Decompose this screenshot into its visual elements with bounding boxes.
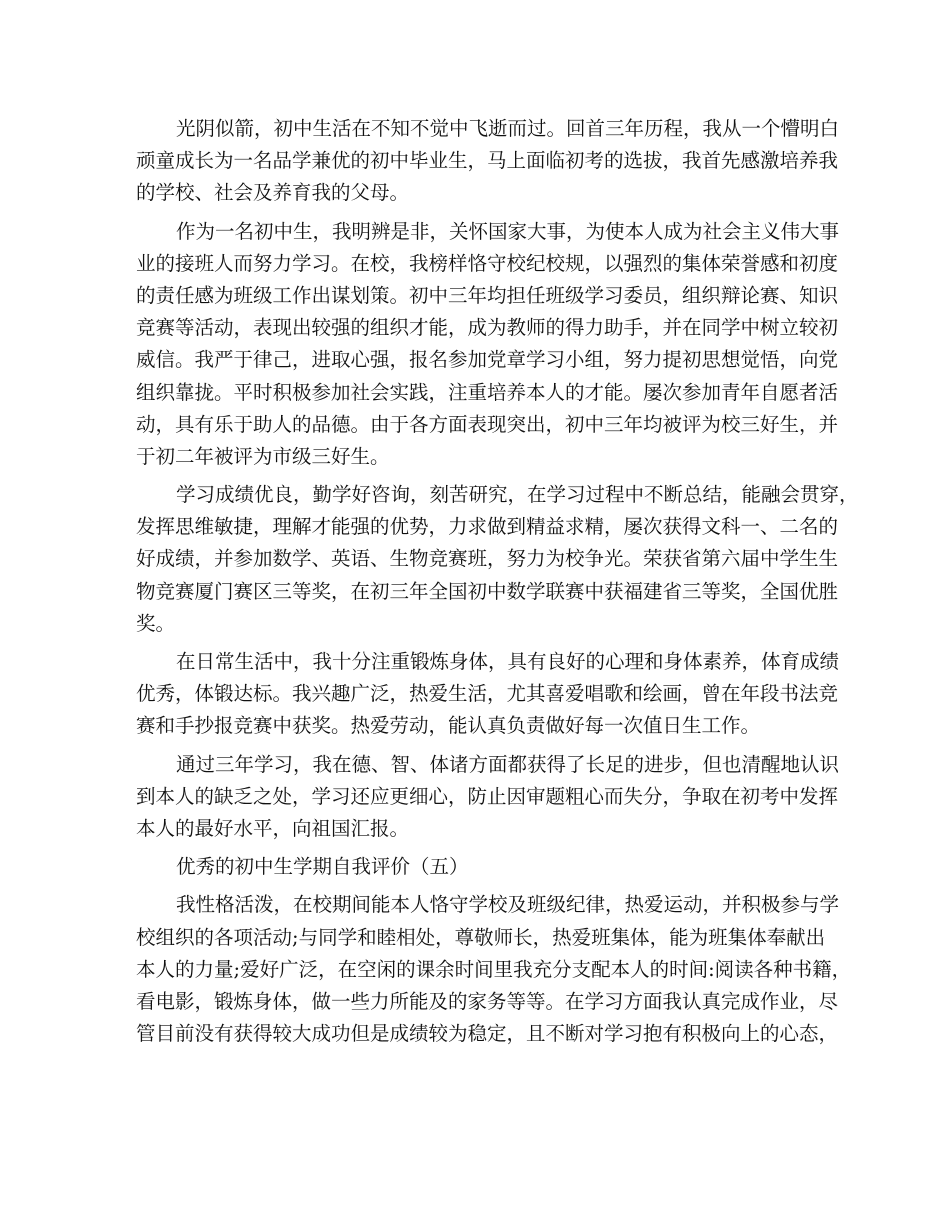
text-line: 赛和手抄报竞赛中获奖。热爱劳动，能认真负责做好每一次值日生工作。: [136, 714, 761, 738]
text-line: 到本人的缺乏之处，学习还应更细心，防止因审题粗心而失分，争取在初考中发挥: [136, 784, 839, 808]
text-line: 物竞赛厦门赛区三等奖，在初三年全国初中数学联赛中获福建省三等奖，全国优胜: [136, 579, 839, 603]
paragraph-first-line: 我性格活泼，在校期间能本人恪守学校及班级纪律，热爱运动，并积极参与学: [176, 893, 840, 917]
text-line: 本人的最好水平，向祖国汇报。: [136, 816, 410, 840]
text-line: 管目前没有获得较大成功但是成绩较为稳定，且不断对学习抱有积极向上的心态，: [136, 1022, 839, 1046]
text-line: 发挥思维敏捷，理解才能强的优势，力求做到精益求精，屡次获得文科一、二名的: [136, 515, 839, 539]
text-line: 本人的力量;爱好广泛，在空闲的课余时间里我充分支配本人的时间:阅读各种书籍，: [136, 957, 852, 981]
paragraph-first-line: 作为一名初中生，我明辨是非，关怀国家大事，为使本人成为社会主义伟大事: [176, 219, 840, 243]
text-line: 奖。: [136, 611, 176, 635]
paragraph-first-line: 优秀的初中生学期自我评价（五）: [176, 855, 469, 879]
text-line: 的学校、社会及养育我的父母。: [136, 181, 410, 205]
text-line: 的责任感为班级工作出谋划策。初中三年均担任班级学习委员，组织辩论赛、知识: [136, 283, 839, 307]
text-line: 威信。我严于律己，进取心强，报名参加党章学习小组，努力提初思想觉悟，向党: [136, 348, 839, 372]
text-line: 校组织的各项活动;与同学和睦相处，尊敬师长，热爱班集体，能为班集体奉献出: [136, 925, 826, 949]
text-line: 优秀，体锻达标。我兴趣广泛，热爱生活，尤其喜爱唱歌和绘画，曾在年段书法竞: [136, 682, 839, 706]
document-page: [136, 113, 859, 1050]
text-line: 于初二年被评为市级三好生。: [136, 444, 390, 468]
paragraph-first-line: 通过三年学习，我在德、智、体诸方面都获得了长足的进步，但也清醒地认识: [176, 752, 840, 776]
text-line: 动，具有乐于助人的品德。由于各方面表现突出，初中三年均被评为校三好生，并: [136, 412, 839, 436]
text-line: 看电影，锻炼身体，做一些力所能及的家务等等。在学习方面我认真完成作业，尽: [136, 989, 839, 1013]
text-line: 顽童成长为一名品学兼优的初中毕业生，马上面临初考的选拔，我首先感激培养我: [136, 149, 839, 173]
text-line: 竞赛等活动，表现出较强的组织才能，成为教师的得力助手，并在同学中树立较初: [136, 316, 839, 340]
text-line: 好成绩，并参加数学、英语、生物竞赛班，努力为校争光。荣获省第六届中学生生: [136, 547, 839, 571]
text-line: 组织靠拢。平时积极参加社会实践，注重培养本人的才能。屡次参加青年自愿者活: [136, 380, 839, 404]
paragraph-first-line: 光阴似箭，初中生活在不知不觉中飞逝而过。回首三年历程，我从一个懵明白: [176, 117, 840, 140]
text-line: 业的接班人而努力学习。在校，我榜样恪守校纪校规，以强烈的集体荣誉感和初度: [136, 251, 839, 275]
paragraph-first-line: 学习成绩优良，勤学好咨询，刻苦研究，在学习过程中不断总结，能融会贯穿，: [176, 483, 859, 507]
paragraph-first-line: 在日常生活中，我十分注重锻炼身体，具有良好的心理和身体素养，体育成绩: [176, 650, 840, 673]
